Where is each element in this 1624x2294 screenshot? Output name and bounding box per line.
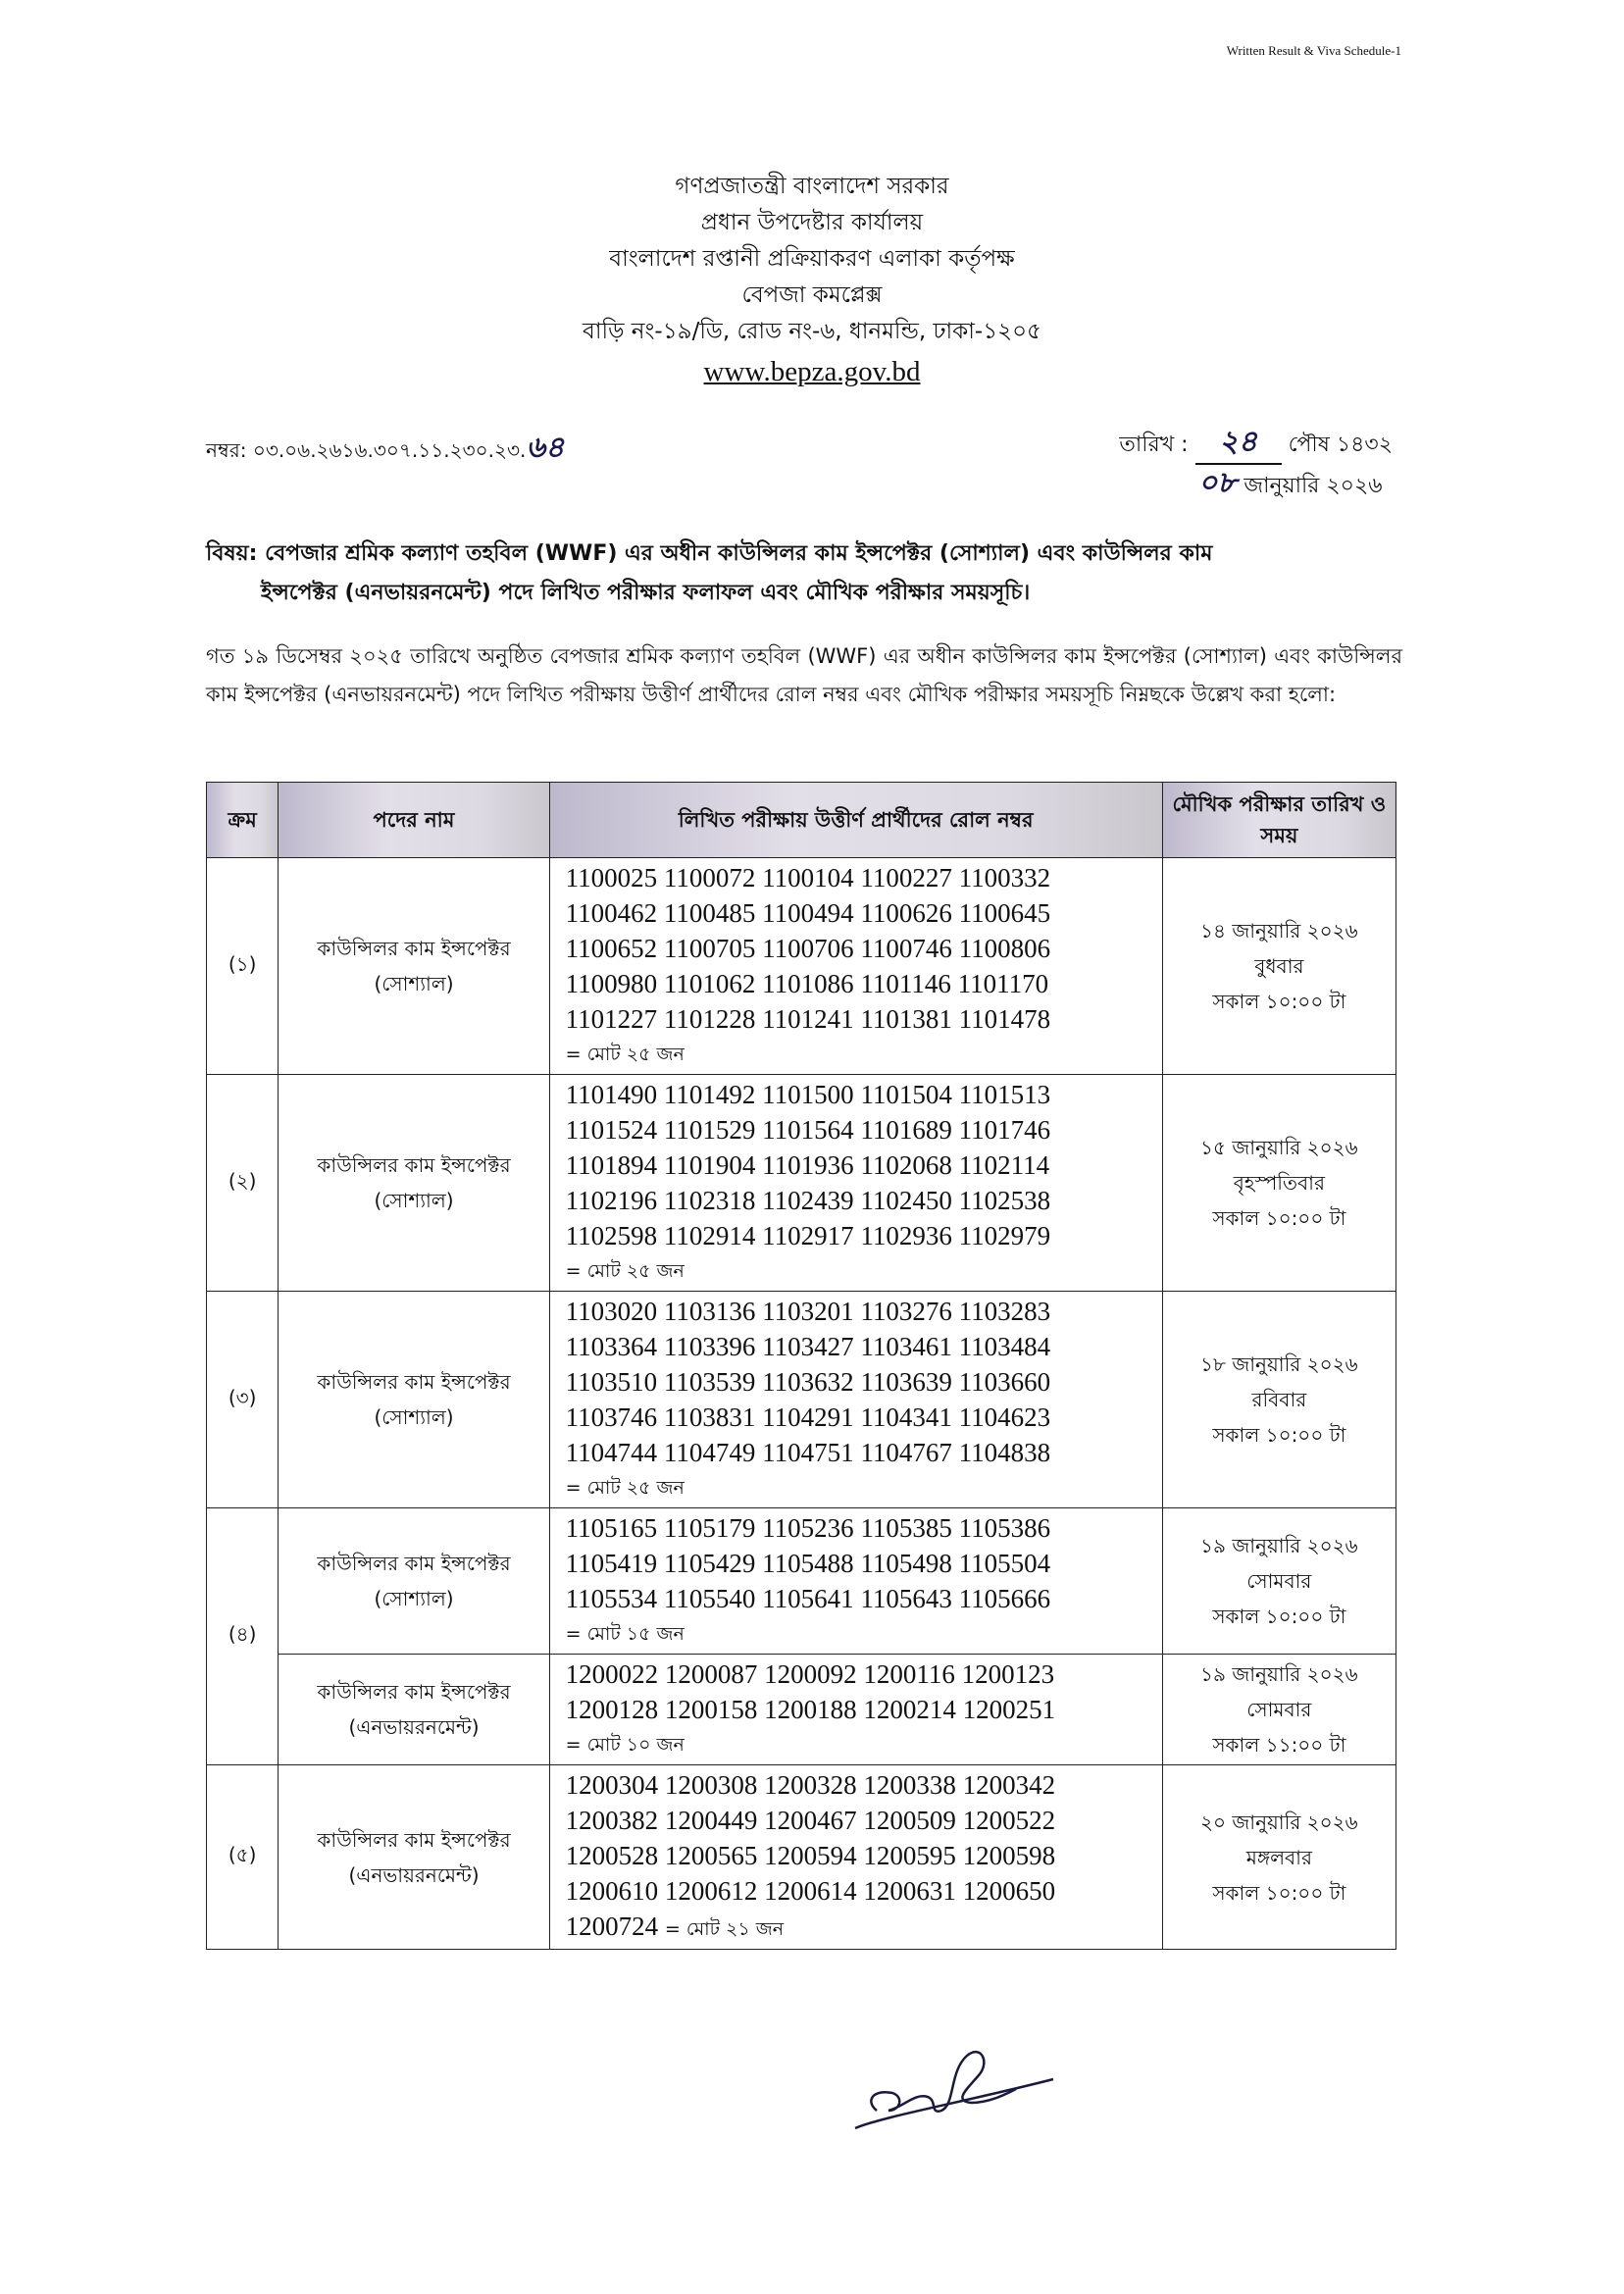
roll-line: 1104744 1104749 1104751 1104767 1104838 bbox=[565, 1438, 1051, 1467]
roll-line: 1200022 1200087 1200092 1200116 1200123 bbox=[565, 1659, 1055, 1689]
serial-cell: (৩) bbox=[207, 1292, 279, 1508]
roll-line: 1100980 1101062 1101086 1101146 1101170 bbox=[565, 969, 1049, 998]
post-line-2: (এনভায়রনমেন্ট) bbox=[348, 1715, 480, 1739]
table-row bbox=[207, 1292, 1396, 1508]
rolls-cell bbox=[549, 1655, 1162, 1765]
subject bbox=[206, 535, 1402, 613]
date-bangla-month: পৌষ ১৪৩২ bbox=[1288, 433, 1393, 457]
roll-line: 1102196 1102318 1102439 1102450 1102538 bbox=[565, 1186, 1051, 1215]
viva-date: ২০ জানুয়ারি ২০২৬ bbox=[1200, 1810, 1358, 1834]
viva-date: ১৮ জানুয়ারি ২০২৬ bbox=[1200, 1352, 1358, 1376]
viva-day: মঙ্গলবার bbox=[1245, 1845, 1312, 1869]
reference-prefix: নম্বর: ০৩.০৬.২৬১৬.৩০৭.১১.২৩০.২৩. bbox=[206, 438, 527, 462]
viva-date: ১৫ জানুয়ারি ২০২৬ bbox=[1200, 1136, 1358, 1159]
post-cell bbox=[279, 1508, 549, 1655]
roll-line: 1105534 1105540 1105641 1105643 1105666 bbox=[565, 1584, 1051, 1613]
roll-total: = মোট ২৫ জন bbox=[565, 1477, 685, 1499]
subject-line-1: বিষয়: বেপজার শ্রমিক কল্যাণ তহবিল (WWF) এর অধীন কাউন্সিলর কাম ইন্সপেক্টর (সোশ্যাল) এবং কাউন্সিলর কাম bbox=[206, 541, 1213, 566]
post-line-1: কাউন্সিলর কাম ইন্সপেক্টর bbox=[317, 937, 511, 960]
viva-cell bbox=[1162, 1292, 1396, 1508]
post-line-2: (সোশ্যাল) bbox=[374, 1189, 454, 1212]
body-paragraph: গত ১৯ ডিসেম্বর ২০২৫ তারিখে অনুষ্ঠিত বেপজার শ্রমিক কল্যাণ তহবিল (WWF) এর অধীন কাউন্সিলর কাম ইন্সপেক্টর (সোশ্যাল) এবং কাউন্সিলর কাম ইন্সপেক্টর (এনভায়রনমেন্ট) পদে লিখিত পরীক্ষায় উত্তীর্ণ প্রার্থীদের রোল নম্বর এবং মৌখিক পরীক্ষার সময়সূচি নিম্নছকে উল্লেখ করা হলো: bbox=[206, 644, 1402, 706]
roll-line: 1101490 1101492 1101500 1101504 1101513 bbox=[565, 1080, 1051, 1109]
header-line-office: প্রধান উপদেষ্টার কার্যালয় bbox=[700, 210, 924, 235]
roll-total: = মোট ২৫ জন bbox=[565, 1044, 685, 1065]
post-line-2: (সোশ্যাল) bbox=[374, 1587, 454, 1610]
serial-cell: (৪) bbox=[207, 1508, 279, 1765]
date-bangla-day: ২৪ bbox=[1195, 422, 1282, 465]
letterhead bbox=[0, 169, 1624, 391]
post-line-2: (সোশ্যাল) bbox=[374, 1405, 454, 1429]
header-line-complex: বেপজা কমপ্লেক্স bbox=[741, 282, 883, 308]
reference-handwritten: ৬৪ bbox=[526, 431, 565, 465]
viva-day: সোমবার bbox=[1246, 1569, 1312, 1593]
viva-cell bbox=[1162, 858, 1396, 1075]
header-viva: মৌখিক পরীক্ষার তারিখ ও সময় bbox=[1162, 783, 1396, 858]
header-line-authority: বাংলাদেশ রপ্তানী প্রক্রিয়াকরণ এলাকা কর্তৃপক্ষ bbox=[609, 246, 1015, 272]
roll-line: 1100462 1100485 1100494 1100626 1100645 bbox=[565, 898, 1051, 928]
table-body bbox=[207, 858, 1396, 1950]
post-cell bbox=[279, 1075, 549, 1292]
viva-date: ১৪ জানুয়ারি ২০২৬ bbox=[1200, 919, 1358, 943]
table-row bbox=[207, 1655, 1396, 1765]
date-label: তারিখ : bbox=[1119, 433, 1189, 457]
viva-day: বুধবার bbox=[1254, 954, 1304, 978]
viva-day: রবিবার bbox=[1251, 1388, 1307, 1411]
serial-cell: (১) bbox=[207, 858, 279, 1075]
viva-time: সকাল ১০:০০ টা bbox=[1212, 1206, 1346, 1230]
roll-line: 1200610 1200612 1200614 1200631 1200650 bbox=[565, 1876, 1056, 1906]
post-cell bbox=[279, 858, 549, 1075]
post-line-1: কাউন্সিলর কাম ইন্সপেক্টর bbox=[317, 1370, 511, 1394]
table-row bbox=[207, 1075, 1396, 1292]
serial-cell: (২) bbox=[207, 1075, 279, 1292]
roll-line: 1101524 1101529 1101564 1101689 1101746 bbox=[565, 1115, 1051, 1145]
roll-line: 1103510 1103539 1103632 1103639 1103660 bbox=[565, 1367, 1051, 1397]
viva-date: ১৯ জানুয়ারি ২০২৬ bbox=[1200, 1662, 1358, 1686]
rolls-cell bbox=[549, 1508, 1162, 1655]
viva-time: সকাল ১০:০০ টা bbox=[1212, 1605, 1346, 1628]
rolls-cell bbox=[549, 1292, 1162, 1508]
viva-cell bbox=[1162, 1765, 1396, 1950]
rolls-cell bbox=[549, 1765, 1162, 1950]
corner-label: Written Result & Viva Schedule-1 bbox=[1226, 43, 1401, 58]
viva-time: সকাল ১০:০০ টা bbox=[1212, 1423, 1346, 1447]
date-english-day: ০৮ bbox=[1197, 466, 1237, 500]
header-line-address: বাড়ি নং-১৯/ডি, রোড নং-৬, ধানমন্ডি, ঢাকা-১২০৫ bbox=[583, 319, 1041, 344]
viva-cell bbox=[1162, 1508, 1396, 1655]
table-row bbox=[207, 858, 1396, 1075]
reference-number bbox=[206, 424, 564, 474]
header-serial: ক্রম bbox=[207, 783, 279, 858]
roll-line: 1200382 1200449 1200467 1200509 1200522 bbox=[565, 1806, 1056, 1835]
viva-cell bbox=[1162, 1655, 1396, 1765]
roll-line: 1200528 1200565 1200594 1200595 1200598 bbox=[565, 1841, 1056, 1870]
roll-total: = মোট ১০ জন bbox=[565, 1734, 685, 1756]
signature bbox=[843, 2032, 1069, 2150]
roll-line: 1105165 1105179 1105236 1105385 1105386 bbox=[565, 1513, 1051, 1543]
date-block bbox=[1119, 422, 1393, 504]
roll-line: 1200128 1200158 1200188 1200214 1200251 bbox=[565, 1695, 1056, 1724]
header-post: পদের নাম bbox=[279, 783, 549, 858]
roll-line: 1100652 1100705 1100706 1100746 1100806 bbox=[565, 934, 1051, 963]
roll-line: 1101227 1101228 1101241 1101381 1101478 bbox=[565, 1004, 1051, 1034]
rolls-cell bbox=[549, 858, 1162, 1075]
roll-line: 1103364 1103396 1103427 1103461 1103484 bbox=[565, 1332, 1051, 1361]
roll-line: 1100025 1100072 1100104 1100227 1100332 bbox=[565, 863, 1051, 892]
viva-day: সোমবার bbox=[1246, 1698, 1312, 1721]
header-line-government: গণপ্রজাতন্ত্রী বাংলাদেশ সরকার bbox=[675, 174, 949, 199]
schedule-table bbox=[206, 782, 1396, 1950]
post-cell bbox=[279, 1292, 549, 1508]
viva-time: সকাল ১১:০০ টা bbox=[1212, 1733, 1346, 1757]
viva-date: ১৯ জানুয়ারি ২০২৬ bbox=[1200, 1534, 1358, 1557]
subject-line-2: ইন্সপেক্টর (এনভায়রনমেন্ট) পদে লিখিত পরীক্ষার ফলাফল এবং মৌখিক পরীক্ষার সময়সূচি। bbox=[261, 581, 1031, 605]
roll-total: = মোট ১৫ জন bbox=[565, 1623, 685, 1645]
date-english-month: জানুয়ারি ২০২৬ bbox=[1243, 474, 1383, 498]
rolls-cell bbox=[549, 1075, 1162, 1292]
roll-tail: 1200724 bbox=[565, 1912, 659, 1941]
roll-line: 1105419 1105429 1105488 1105498 1105504 bbox=[565, 1549, 1051, 1578]
roll-line: 1200304 1200308 1200328 1200338 1200342 bbox=[565, 1770, 1056, 1800]
roll-line-last bbox=[566, 1909, 1152, 1947]
viva-day: বৃহস্পতিবার bbox=[1233, 1171, 1325, 1195]
post-line-2: (এনভায়রনমেন্ট) bbox=[348, 1862, 480, 1887]
roll-total: = মোট ২১ জন bbox=[664, 1918, 785, 1940]
roll-line: 1101894 1101904 1101936 1102068 1102114 bbox=[565, 1150, 1050, 1180]
post-line-1: কাউন্সিলর কাম ইন্সপেক্টর bbox=[317, 1153, 511, 1177]
table-header-row bbox=[207, 783, 1396, 858]
viva-time: সকাল ১০:০০ টা bbox=[1212, 1880, 1346, 1905]
serial-cell: (৫) bbox=[207, 1765, 279, 1950]
post-line-1: কাউন্সিলর কাম ইন্সপেক্টর bbox=[317, 1827, 511, 1852]
viva-time: সকাল ১০:০০ টা bbox=[1212, 990, 1346, 1013]
table-row bbox=[207, 1508, 1396, 1655]
post-cell bbox=[279, 1765, 549, 1950]
viva-cell bbox=[1162, 1075, 1396, 1292]
table-row bbox=[207, 1765, 1396, 1950]
roll-line: 1103020 1103136 1103201 1103276 1103283 bbox=[565, 1297, 1051, 1326]
post-line-1: কাউন্সিলর কাম ইন্সপেক্টর bbox=[317, 1680, 511, 1704]
roll-total: = মোট ২৫ জন bbox=[565, 1260, 685, 1282]
website-link[interactable]: www.bepza.gov.bd bbox=[703, 356, 921, 387]
roll-line: 1102598 1102914 1102917 1102936 1102979 bbox=[565, 1221, 1051, 1250]
post-line-2: (সোশ্যাল) bbox=[374, 972, 454, 995]
header-rolls: লিখিত পরীক্ষায় উত্তীর্ণ প্রার্থীদের রোল নম্বর bbox=[549, 783, 1162, 858]
post-line-1: কাউন্সিলর কাম ইন্সপেক্টর bbox=[317, 1552, 511, 1575]
roll-line: 1103746 1103831 1104291 1104341 1104623 bbox=[565, 1402, 1051, 1432]
post-cell bbox=[279, 1655, 549, 1765]
